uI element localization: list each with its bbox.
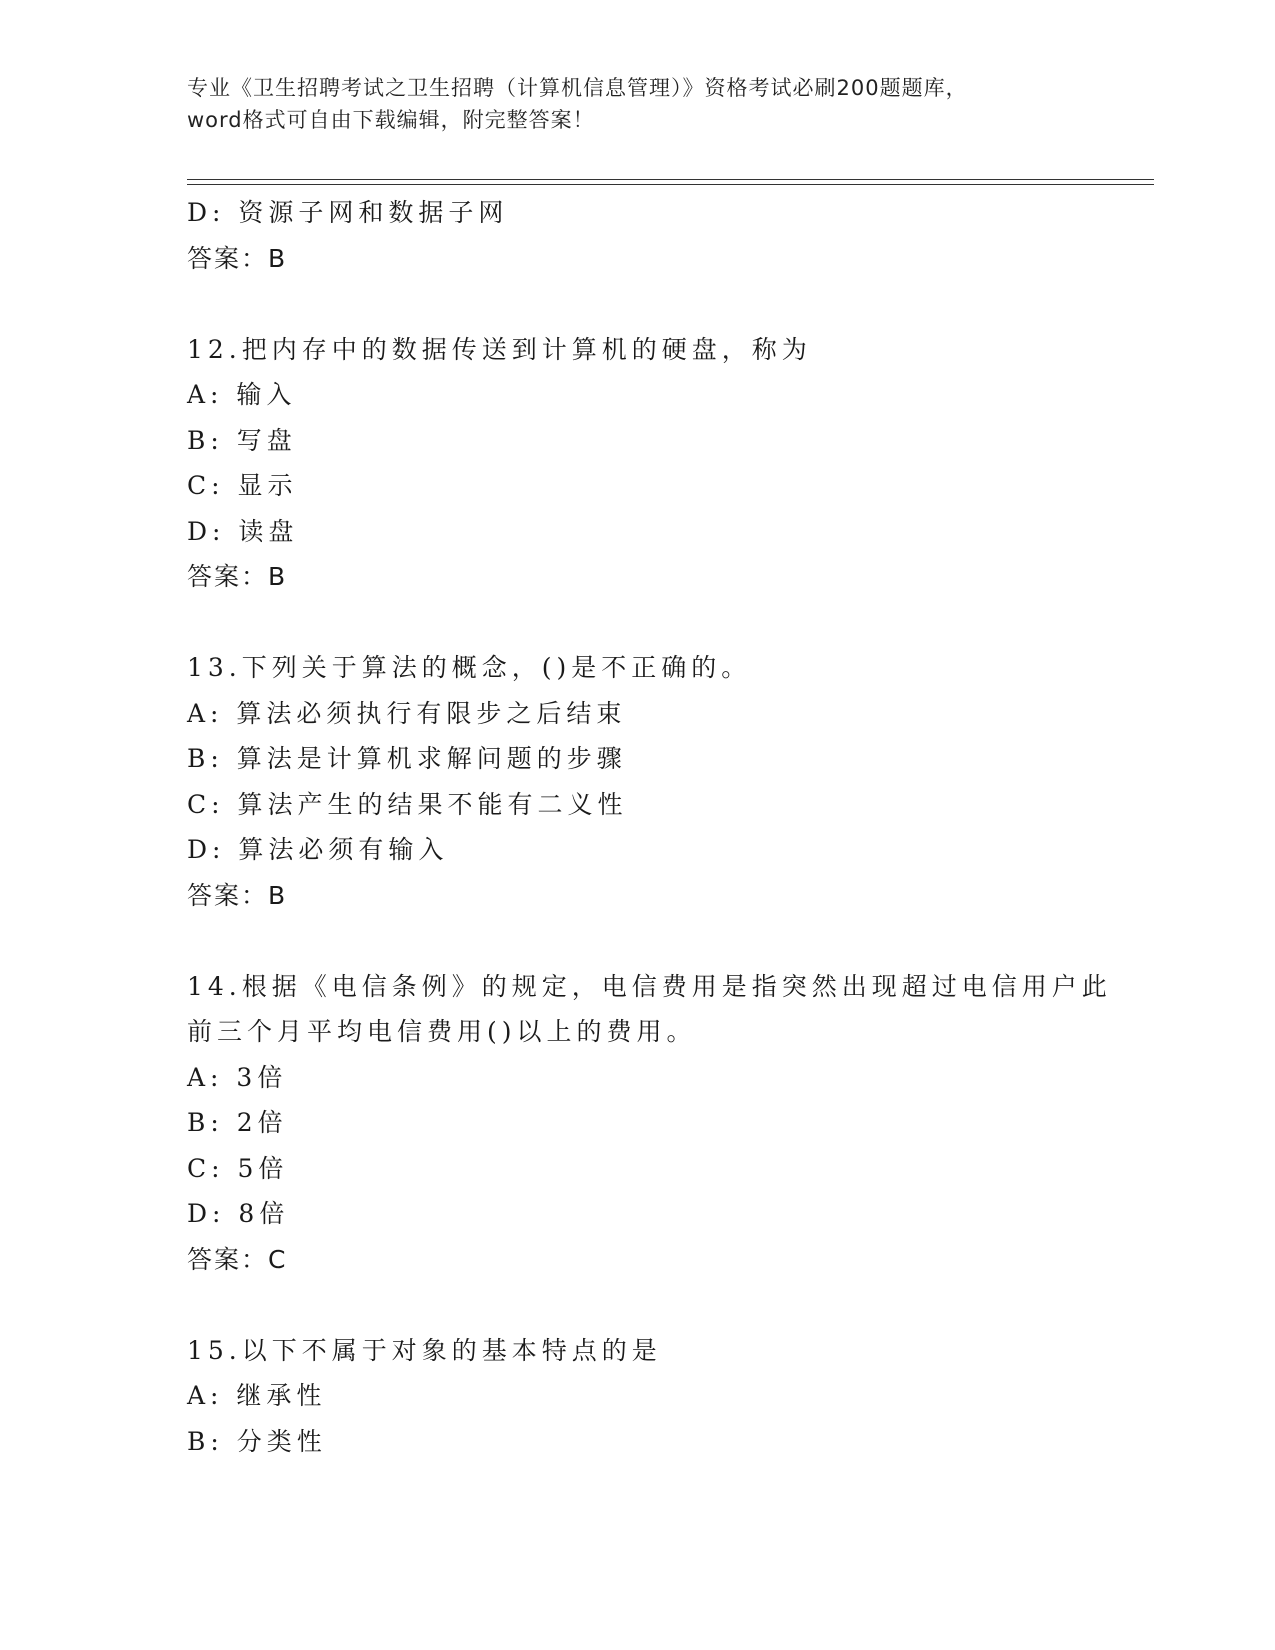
option-c: C: 5倍 [187, 1153, 289, 1183]
option-c: C: 算法产生的结果不能有二义性 [187, 789, 628, 819]
question-13 [187, 645, 1147, 918]
question-text: 14.根据《电信条例》的规定，电信费用是指突然出现超过电信用户此 [187, 971, 1112, 1001]
option-d: D: 资源子网和数据子网 [187, 198, 509, 227]
page-header [187, 72, 1087, 136]
answer: 答案：B [187, 243, 288, 273]
spacer [187, 600, 1147, 646]
spacer [187, 1282, 1147, 1328]
option-b: B: 分类性 [187, 1426, 327, 1456]
question-text: 15.以下不属于对象的基本特点的是 [187, 1335, 662, 1365]
option-a: A: 输入 [187, 380, 297, 409]
spacer [187, 281, 1147, 327]
option-c: C: 显示 [187, 471, 298, 500]
option-d: D: 读盘 [187, 516, 299, 546]
header-divider [187, 179, 1154, 185]
spacer [187, 918, 1147, 964]
header-line-1: 专业《卫生招聘考试之卫生招聘（计算机信息管理）》资格考试必刷200题题库， [187, 76, 968, 100]
question-14 [187, 964, 1147, 1283]
answer: 答案：B [187, 880, 288, 910]
answer: 答案：C [187, 1244, 288, 1274]
question-12 [187, 327, 1147, 600]
answer: 答案：B [187, 562, 288, 591]
option-a: A: 3倍 [187, 1062, 288, 1092]
question-text: 13.下列关于算法的概念，()是不正确的。 [187, 653, 752, 682]
question-15 [187, 1328, 1147, 1465]
option-b: B: 写盘 [187, 425, 297, 455]
question-content [187, 190, 1147, 1464]
question-text-continued: 前三个月平均电信费用()以上的费用。 [187, 1017, 697, 1046]
header-line-2: word格式可自由下载编辑，附完整答案！ [187, 108, 595, 132]
option-a: A: 算法必须执行有限步之后结束 [187, 698, 627, 728]
option-b: B: 算法是计算机求解问题的步骤 [187, 744, 627, 773]
question-text: 12.把内存中的数据传送到计算机的硬盘，称为 [187, 334, 812, 364]
option-d: D: 8倍 [187, 1199, 290, 1228]
option-d: D: 算法必须有输入 [187, 835, 449, 864]
option-b: B: 2倍 [187, 1108, 288, 1137]
option-a: A: 继承性 [187, 1381, 327, 1410]
